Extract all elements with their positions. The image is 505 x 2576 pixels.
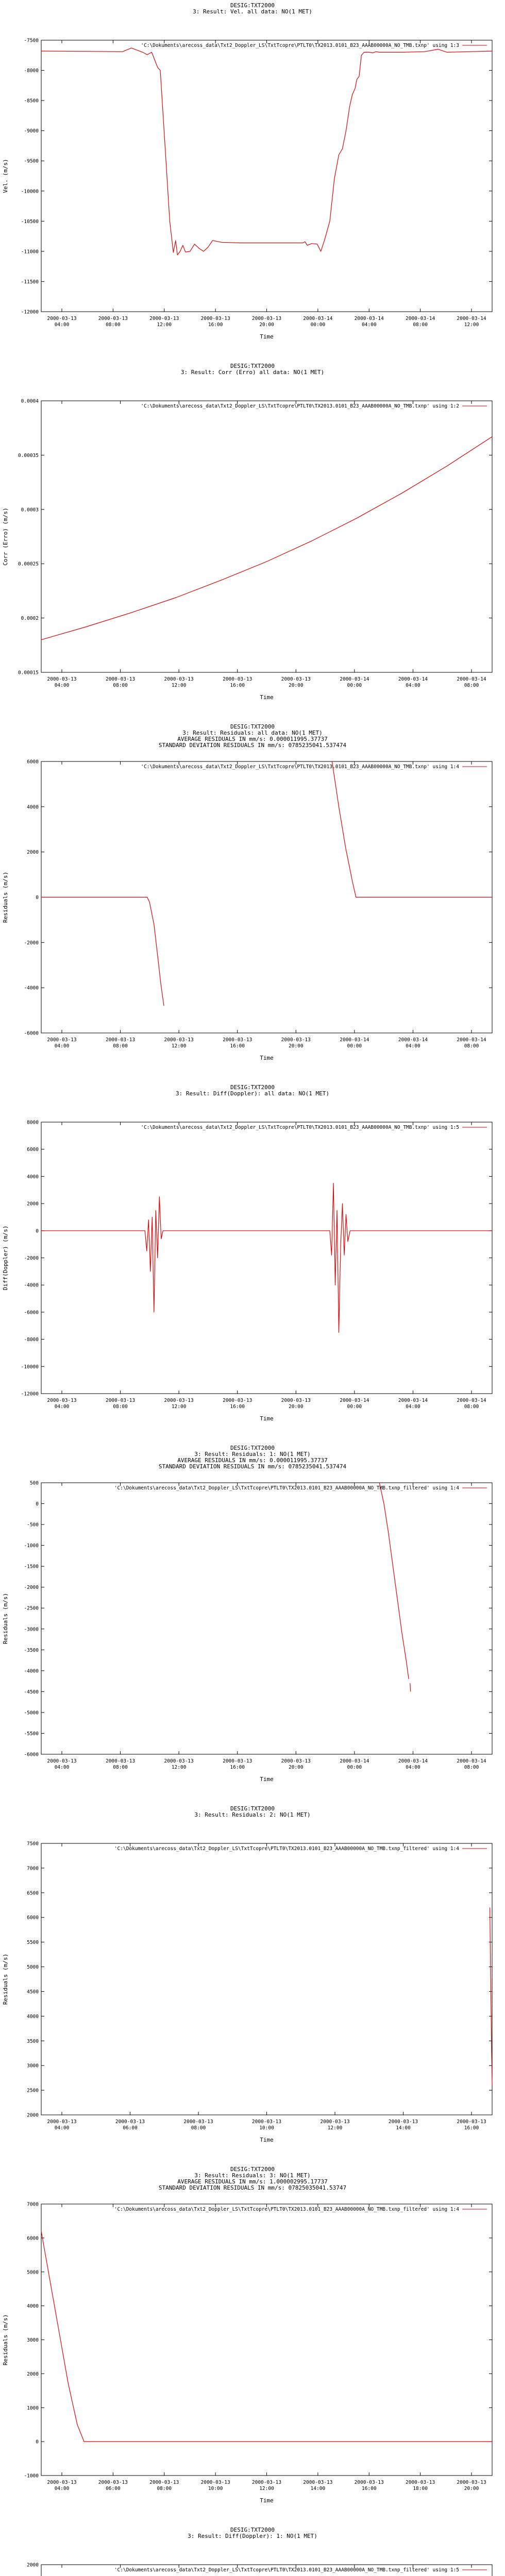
x-tick-label: 2000-03-14 — [398, 676, 428, 682]
x-tick-label: 2000-03-13 — [149, 2480, 179, 2485]
x-tick-label: 2000-03-13 — [354, 2480, 384, 2485]
x-tick-label: 2000-03-13 — [47, 676, 77, 682]
x-tick-label: 2000-03-13 — [105, 1758, 136, 1764]
y-tick-label: 6000 — [27, 2235, 39, 2242]
y-tick-label: -1000 — [24, 1543, 39, 1549]
series-line-1 — [490, 1908, 492, 2086]
y-axis-label: Residuals (m/s) — [2, 871, 9, 923]
x-tick-label: 2000-03-13 — [223, 1398, 252, 1403]
x-tick-label: 2000-03-13 — [200, 316, 230, 321]
chart-panel-1 — [2, 2, 492, 340]
x-tick-label: 2000-03-13 — [47, 1758, 77, 1764]
chart-title-line: AVERAGE RESIDUALS IN mm/s: 1.000002995.17737 — [177, 2178, 328, 2185]
chart-title-line: STANDARD DEVIATION RESIDUALS IN mm/s: 0785235041.537474 — [158, 1463, 347, 1470]
series-line-1 — [41, 437, 492, 640]
y-tick-label: -11500 — [21, 279, 39, 285]
x-tick-label: 2000-03-13 — [281, 1398, 311, 1403]
y-tick-label: -12000 — [21, 1391, 39, 1397]
y-tick-label: 5000 — [27, 1964, 39, 1971]
y-tick-label: 8000 — [27, 1120, 39, 1126]
x-tick-label: 2000-03-13 — [281, 1758, 311, 1764]
chart-title-line: DESIG:TXT2000 — [230, 2166, 275, 2173]
chart-title-line: DESIG:TXT2000 — [230, 1805, 275, 1812]
x-tick-label: 12:00 — [171, 683, 187, 688]
y-axis-label: Diff(Doppler) (m/s) — [2, 1225, 9, 1291]
x-tick-label: 16:00 — [230, 683, 245, 688]
x-tick-label: 14:00 — [396, 2125, 411, 2131]
x-tick-label: 08:00 — [191, 2125, 206, 2131]
x-tick-label: 2000-03-13 — [164, 676, 194, 682]
x-tick-label: 2000-03-13 — [457, 2119, 486, 2125]
x-tick-label: 2000-03-13 — [320, 2119, 350, 2125]
legend-label: 'C:\Dokuments\arecoss_data\Txt2_Doppler_LS\TxtTcopre\PTLT0\TX2013.0101_B23_AAAB00000A_NO_TMB.txnp' using 1:2 — [141, 403, 459, 409]
y-tick-label: -9500 — [24, 158, 39, 164]
x-tick-label: 00:00 — [347, 1765, 362, 1770]
x-tick-label: 08:00 — [413, 322, 428, 328]
x-tick-label: 2000-03-14 — [354, 316, 384, 321]
chart-title-line: DESIG:TXT2000 — [230, 363, 275, 369]
x-tick-label: 04:00 — [54, 2486, 70, 2492]
y-tick-label: 4000 — [27, 804, 39, 810]
y-tick-label: 2000 — [27, 2371, 39, 2377]
y-tick-label: 0 — [36, 895, 39, 901]
y-tick-label: -3500 — [24, 1647, 39, 1653]
x-tick-label: 08:00 — [113, 1404, 128, 1410]
y-tick-label: 3000 — [27, 2063, 39, 2069]
plot-frame — [41, 40, 492, 312]
y-tick-label: 0.00035 — [18, 452, 39, 459]
y-axis-label: Residuals (m/s) — [2, 1592, 9, 1645]
legend-label: 'C:\Dokuments\arecoss_data\Txt2_Doppler_LS\TxtTcopre\PTLT0\TX2013.0101_B23_AAAB00000A_NO_TMB.txnp' using 1:3 — [141, 43, 459, 48]
chart-title-line: AVERAGE RESIDUALS IN mm/s: 0.000011995.37737 — [177, 736, 328, 742]
x-tick-label: 2000-03-13 — [47, 2119, 77, 2125]
series-line-1 — [41, 2231, 492, 2442]
x-tick-label: 2000-03-13 — [281, 1037, 311, 1043]
x-axis-label: Time — [260, 2497, 274, 2504]
x-tick-label: 08:00 — [464, 1404, 479, 1410]
y-tick-label: 2000 — [27, 1201, 39, 1207]
x-tick-label: 20:00 — [288, 1043, 304, 1049]
x-tick-label: 04:00 — [54, 683, 70, 688]
chart-title-line: 3: Result: Corr (Erro) all data: NO(1 MET) — [180, 369, 325, 376]
chart-panel-7 — [2, 2166, 492, 2504]
y-tick-label: -500 — [27, 1522, 39, 1528]
x-tick-label: 00:00 — [310, 322, 326, 328]
chart-title-line: 3: Result: Diff(Doppler): 1: NO(1 MET) — [188, 2533, 317, 2539]
y-tick-label: -6000 — [24, 1752, 39, 1758]
x-tick-label: 12:00 — [157, 322, 172, 328]
y-tick-label: 2000 — [27, 850, 39, 856]
x-tick-label: 04:00 — [54, 2125, 70, 2131]
y-tick-label: 7500 — [27, 1841, 39, 1847]
y-tick-label: -4500 — [24, 1689, 39, 1695]
y-tick-label: 6500 — [27, 1890, 39, 1896]
chart-panel-2 — [2, 363, 492, 701]
x-tick-label: 14:00 — [310, 2486, 326, 2492]
x-tick-label: 2000-03-13 — [406, 2480, 435, 2485]
x-tick-label: 20:00 — [259, 322, 274, 328]
x-tick-label: 2000-03-13 — [47, 1398, 77, 1403]
x-tick-label: 12:00 — [464, 322, 479, 328]
y-tick-label: 4000 — [27, 2013, 39, 2020]
y-tick-label: -3000 — [24, 1626, 39, 1633]
x-tick-label: 2000-03-13 — [164, 1398, 194, 1403]
y-tick-label: -8000 — [24, 1337, 39, 1343]
y-axis-label: Corr (Erro) (m/s) — [2, 507, 9, 566]
y-tick-label: 5500 — [27, 1940, 39, 1946]
y-tick-label: -1500 — [24, 1564, 39, 1570]
y-tick-label: -5500 — [24, 1731, 39, 1737]
y-tick-label: -7500 — [24, 38, 39, 44]
y-tick-label: 0.0002 — [21, 616, 39, 622]
y-tick-label: 2000 — [27, 2112, 39, 2119]
y-tick-label: -5000 — [24, 1710, 39, 1716]
x-tick-label: 2000-03-13 — [115, 2119, 145, 2125]
x-tick-label: 2000-03-13 — [223, 1758, 252, 1764]
chart-title-line: DESIG:TXT2000 — [230, 723, 275, 730]
y-axis-label: Vel. (m/s) — [2, 159, 9, 193]
x-tick-label: 08:00 — [113, 1765, 128, 1770]
x-tick-label: 2000-03-14 — [340, 1398, 369, 1403]
y-tick-label: 0 — [36, 2439, 39, 2445]
legend-label: 'C:\Dokuments\arecoss_data\Txt2_Doppler_LS\TxtTcopre\PTLT0\TX2013.0101_B23_AAAB00000A_NO_TMB.txnp_filtered' using 1:4 — [114, 2207, 459, 2212]
chart-title-line: DESIG:TXT2000 — [230, 1445, 275, 1451]
x-tick-label: 04:00 — [54, 1404, 70, 1410]
x-tick-label: 12:00 — [259, 2486, 274, 2492]
y-tick-label: -2000 — [24, 1256, 39, 1261]
y-tick-label: 3500 — [27, 2038, 39, 2044]
chart-title-line: STANDARD DEVIATION RESIDUALS IN mm/s: 07825035041.53747 — [158, 2184, 347, 2191]
x-tick-label: 12:00 — [171, 1043, 187, 1049]
chart-panel-3 — [2, 723, 492, 1061]
x-tick-label: 2000-03-14 — [398, 1398, 428, 1403]
x-tick-label: 2000-03-13 — [183, 2119, 213, 2125]
legend-label: 'C:\Dokuments\arecoss_data\Txt2_Doppler_LS\TxtTcopre\PTLT0\TX2013.0101_B23_AAAB00000A_NO_TMB.txnp_filtered' using 1:4 — [114, 1485, 459, 1491]
x-tick-label: 10:00 — [208, 2486, 223, 2492]
x-tick-label: 2000-03-14 — [457, 1398, 486, 1403]
y-tick-label: -10000 — [21, 1364, 39, 1370]
x-tick-label: 08:00 — [157, 2486, 172, 2492]
x-tick-label: 2000-03-13 — [303, 2480, 333, 2485]
x-axis-label: Time — [260, 1055, 274, 1061]
plot-frame — [41, 401, 492, 672]
y-tick-label: -2000 — [24, 1585, 39, 1591]
x-tick-label: 2000-03-13 — [47, 2480, 77, 2485]
x-axis-label: Time — [260, 1776, 274, 1783]
y-tick-label: -4000 — [24, 1668, 39, 1674]
chart-title-line: STANDARD DEVIATION RESIDUALS IN mm/s: 0785235041.537474 — [158, 742, 347, 749]
x-tick-label: 16:00 — [208, 322, 223, 328]
x-tick-label: 16:00 — [464, 2125, 479, 2131]
x-tick-label: 08:00 — [464, 1765, 479, 1770]
y-tick-label: -6000 — [24, 1310, 39, 1316]
x-tick-label: 18:00 — [413, 2486, 428, 2492]
y-tick-label: 5000 — [27, 2269, 39, 2276]
x-tick-label: 00:00 — [347, 1404, 362, 1410]
chart-title-line: DESIG:TXT2000 — [230, 2, 275, 9]
x-tick-label: 2000-03-13 — [388, 2119, 418, 2125]
plot-frame — [41, 2204, 492, 2476]
series-line-1 — [41, 48, 492, 255]
x-tick-label: 20:00 — [288, 1765, 304, 1770]
chart-title-line: DESIG:TXT2000 — [230, 1084, 275, 1091]
y-tick-label: -9000 — [24, 128, 39, 134]
x-tick-label: 20:00 — [288, 1404, 304, 1410]
x-tick-label: 2000-03-14 — [340, 676, 369, 682]
x-tick-label: 12:00 — [327, 2125, 343, 2131]
y-tick-label: 0.0003 — [21, 507, 39, 513]
legend-label: 'C:\Dokuments\arecoss_data\Txt2_Doppler_LS\TxtTcopre\PTLT0\TX2013.0101_B23_AAAB00000A_NO_TMB.txnp_filtered' using 1:4 — [114, 1846, 459, 1852]
x-tick-label: 08:00 — [106, 322, 121, 328]
x-tick-label: 2000-03-14 — [340, 1758, 369, 1764]
x-tick-label: 04:00 — [406, 683, 420, 688]
y-tick-label: 6000 — [27, 1147, 39, 1153]
y-tick-label: 2500 — [27, 2088, 39, 2094]
x-tick-label: 2000-03-13 — [105, 1398, 136, 1403]
x-tick-label: 08:00 — [113, 683, 128, 688]
y-tick-label: -10000 — [21, 189, 39, 195]
y-tick-label: -1000 — [24, 2473, 39, 2479]
x-tick-label: 2000-03-14 — [457, 1037, 486, 1043]
x-tick-label: 16:00 — [361, 2486, 377, 2492]
y-tick-label: 0.00015 — [18, 670, 39, 676]
legend-label: 'C:\Dokuments\arecoss_data\Txt2_Doppler_LS\TxtTcopre\PTLT0\TX2013.0101_B23_AAAB00000A_NO_TMB.txnp' using 1:4 — [141, 764, 459, 770]
y-tick-label: 1000 — [27, 2405, 39, 2411]
x-tick-label: 16:00 — [230, 1043, 245, 1049]
x-tick-label: 06:00 — [123, 2125, 138, 2131]
x-tick-label: 2000-03-14 — [457, 676, 486, 682]
y-tick-label: -8000 — [24, 68, 39, 74]
x-tick-label: 08:00 — [464, 1043, 479, 1049]
chart-panel-8 — [2, 2527, 492, 2576]
chart-title-line: 3: Result: Residuals: 3: NO(1 MET) — [194, 2172, 311, 2179]
chart-panel-4 — [2, 1084, 492, 1422]
x-tick-label: 2000-03-13 — [223, 1037, 252, 1043]
y-tick-label: 4000 — [27, 2303, 39, 2310]
x-axis-label: Time — [260, 333, 274, 340]
x-tick-label: 16:00 — [230, 1404, 245, 1410]
x-tick-label: 2000-03-13 — [47, 1037, 77, 1043]
x-tick-label: 2000-03-14 — [457, 316, 486, 321]
y-tick-label: -10500 — [21, 218, 39, 225]
y-tick-label: 6000 — [27, 1915, 39, 1921]
x-tick-label: 2000-03-13 — [223, 676, 252, 682]
x-tick-label: 2000-03-13 — [98, 316, 128, 321]
y-tick-label: -12000 — [21, 309, 39, 315]
x-tick-label: 04:00 — [406, 1765, 420, 1770]
x-tick-label: 2000-03-14 — [457, 1758, 486, 1764]
x-tick-label: 08:00 — [464, 683, 479, 688]
x-tick-label: 2000-03-13 — [105, 1037, 136, 1043]
x-tick-label: 2000-03-14 — [303, 316, 333, 321]
chart-title-line: 3: Result: Diff(Doppler): all data: NO(1 MET) — [175, 1090, 330, 1097]
y-tick-label: -4000 — [24, 1282, 39, 1289]
y-tick-label: -2000 — [24, 940, 39, 946]
y-tick-label: 0 — [36, 1501, 39, 1507]
x-axis-label: Time — [260, 694, 274, 701]
y-tick-label: 7000 — [27, 1866, 39, 1872]
x-tick-label: 2000-03-13 — [200, 2480, 230, 2485]
x-tick-label: 10:00 — [259, 2125, 274, 2131]
x-tick-label: 06:00 — [106, 2486, 121, 2492]
y-tick-label: -11000 — [21, 249, 39, 255]
y-tick-label: 2000 — [27, 2562, 39, 2568]
x-tick-label: 2000-03-13 — [457, 2480, 486, 2485]
y-axis-label: Residuals (m/s) — [2, 1953, 9, 2005]
x-tick-label: 00:00 — [347, 1043, 362, 1049]
y-tick-label: 0 — [36, 1228, 39, 1234]
y-tick-label: 7000 — [27, 2201, 39, 2208]
x-tick-label: 2000-03-14 — [398, 1758, 428, 1764]
x-tick-label: 12:00 — [171, 1765, 187, 1770]
x-tick-label: 20:00 — [288, 683, 304, 688]
plot-frame — [41, 1843, 492, 2115]
x-tick-label: 2000-03-13 — [164, 1758, 194, 1764]
chart-title-line: 3: Result: Vel. all data: NO(1 MET) — [193, 8, 312, 15]
y-axis-label: Residuals (m/s) — [2, 2314, 9, 2366]
x-axis-label: Time — [260, 2137, 274, 2143]
plot-frame — [41, 1483, 492, 1754]
x-tick-label: 04:00 — [54, 1765, 70, 1770]
x-tick-label: 04:00 — [54, 322, 70, 328]
legend-label: 'C:\Dokuments\arecoss_data\Txt2_Doppler_LS\TxtTcopre\PTLT0\TX2013.0101_B23_AAAB00000A_NO_TMB.txnp_filtered' using 1:5 — [114, 2567, 459, 2573]
x-tick-label: 2000-03-13 — [47, 316, 77, 321]
x-tick-label: 2000-03-13 — [251, 2480, 282, 2485]
x-tick-label: 12:00 — [171, 1404, 187, 1410]
chart-title-line: 3: Result: Residuals: 1: NO(1 MET) — [194, 1451, 311, 1458]
legend-label: 'C:\Dokuments\arecoss_data\Txt2_Doppler_LS\TxtTcopre\PTLT0\TX2013.0101_B23_AAAB00000A_NO_TMB.txnp' using 1:5 — [141, 1125, 459, 1130]
x-axis-label: Time — [260, 1415, 274, 1422]
series-line-1 — [41, 761, 492, 1006]
x-tick-label: 20:00 — [464, 2486, 479, 2492]
y-tick-label: 4000 — [27, 1174, 39, 1180]
y-tick-label: 6000 — [27, 759, 39, 765]
x-tick-label: 2000-03-13 — [251, 316, 282, 321]
y-tick-label: 4500 — [27, 1989, 39, 1995]
x-tick-label: 16:00 — [230, 1765, 245, 1770]
plot-frame — [41, 1122, 492, 1394]
x-tick-label: 2000-03-13 — [251, 2119, 282, 2125]
y-tick-label: 3000 — [27, 2337, 39, 2343]
chart-title-line: 3: Result: Residuals: all data: NO(1 MET) — [182, 730, 323, 736]
chart-title-line: DESIG:TXT2000 — [230, 2527, 275, 2533]
x-tick-label: 2000-03-14 — [398, 1037, 428, 1043]
x-tick-label: 2000-03-13 — [149, 316, 179, 321]
x-tick-label: 2000-03-14 — [340, 1037, 369, 1043]
x-tick-label: 00:00 — [347, 683, 362, 688]
y-tick-label: -6000 — [24, 1030, 39, 1037]
x-tick-label: 04:00 — [406, 1404, 420, 1410]
y-tick-label: -8500 — [24, 98, 39, 104]
chart-panel-5 — [2, 1445, 492, 1783]
chart-title-line: AVERAGE RESIDUALS IN mm/s: 0.000011995.37737 — [177, 1457, 328, 1464]
x-tick-label: 04:00 — [406, 1043, 420, 1049]
x-tick-label: 2000-03-13 — [105, 676, 136, 682]
x-tick-label: 04:00 — [361, 322, 377, 328]
y-tick-label: 500 — [29, 1480, 39, 1486]
y-tick-label: -2500 — [24, 1605, 39, 1612]
x-tick-label: 2000-03-13 — [164, 1037, 194, 1043]
x-tick-label: 08:00 — [113, 1043, 128, 1049]
y-tick-label: -4000 — [24, 985, 39, 991]
chart-title-line: 3: Result: Residuals: 2: NO(1 MET) — [194, 1811, 311, 1818]
series-line-1 — [379, 1483, 410, 1691]
y-tick-label: 0.0004 — [21, 398, 39, 404]
chart-panel-6 — [2, 1805, 492, 2143]
x-tick-label: 2000-03-13 — [98, 2480, 128, 2485]
x-tick-label: 04:00 — [54, 1043, 70, 1049]
x-tick-label: 2000-03-14 — [406, 316, 435, 321]
y-tick-label: 0.00025 — [18, 561, 39, 567]
x-tick-label: 2000-03-13 — [281, 676, 311, 682]
series-line-1 — [41, 1183, 492, 1333]
